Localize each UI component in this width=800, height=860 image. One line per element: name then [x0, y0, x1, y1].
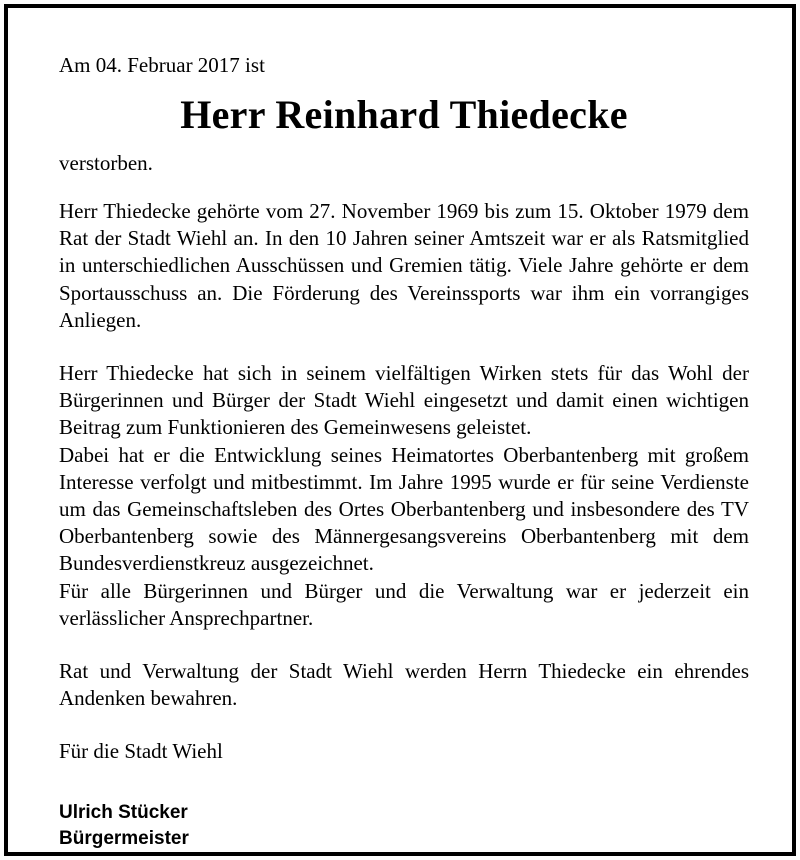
paragraph-contact-person: Für alle Bürgerinnen und Bürger und die Verwaltung war er jederzeit ein verlässlicher Ansprechpartner. [59, 578, 749, 630]
closing-line: Für die Stadt Wiehl [59, 739, 223, 764]
spacer [59, 764, 749, 800]
notice-content [59, 52, 749, 852]
status-line: verstorben. [59, 151, 153, 175]
obituary-notice [4, 4, 796, 856]
paragraph-remembrance: Rat und Verwaltung der Stadt Wiehl werden Herrn Thiedecke ein ehrendes Andenken bewahren. [59, 659, 749, 711]
spacer [59, 334, 749, 360]
spacer [59, 176, 749, 198]
signatory-title: Bürgermeister [59, 828, 189, 850]
signatory-name: Ulrich Stücker [59, 802, 188, 824]
paragraph-hometown: Dabei hat er die Entwicklung seines Heimatortes Oberbantenberg mit großem Interesse verfolgt und mitbestimmt. Im Jahre 1995 wurde er für seine Verdienste um das Gemeinschaftsleben des Ortes Oberbantenberg und insbesondere des TV Oberbantenberg sowie des Männergesangsvereins Oberbantenberg mit dem Bundesverdienstkreuz ausgezeichnet. [59, 442, 749, 576]
date-line: Am 04. Februar 2017 ist [59, 53, 265, 77]
paragraph-council-service: Herr Thiedecke gehörte vom 27. November 1969 bis zum 15. Oktober 1979 dem Rat der Stadt Wiehl an. In den 10 Jahren seiner Amtszeit war er als Ratsmitglied in unterschiedlichen Ausschüssen und Gremien tätig. Viele Jahre gehörte er dem Sportausschuss an. Die Förderung des Vereinssports war ihm ein vorrangiges Anliegen. [59, 199, 749, 332]
spacer [59, 632, 749, 658]
paragraph-public-welfare: Herr Thiedecke hat sich in seinem vielfältigen Wirken stets für das Wohl der Bürgerinnen und Bürger der Stadt Wiehl eingesetzt und damit einen wichtigen Beitrag zum Funktionieren des Gemeinwesens geleistet. [59, 361, 749, 440]
spacer [59, 712, 749, 738]
deceased-name: Herr Reinhard Thiedecke [180, 92, 628, 137]
